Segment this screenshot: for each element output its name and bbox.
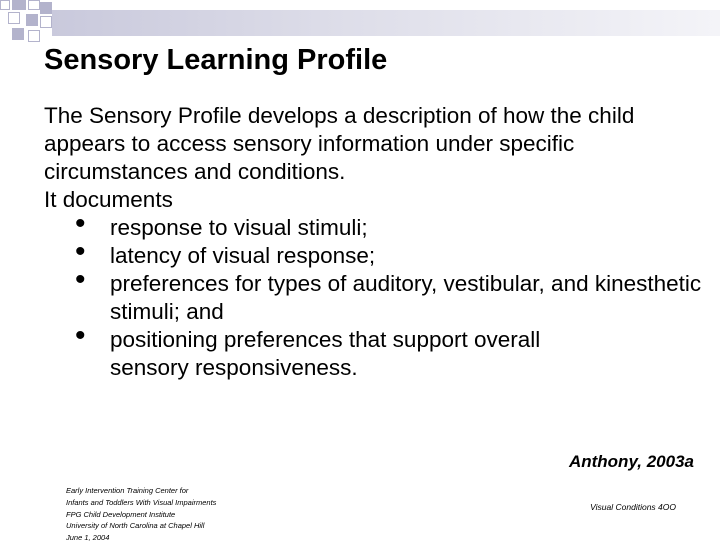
- list-item: [44, 263, 704, 326]
- slide-title: Sensory Learning Profile: [44, 44, 388, 76]
- list-item: [44, 235, 704, 270]
- citation: Anthony, 2003a: [568, 452, 694, 471]
- bullet-icon: •: [75, 207, 86, 240]
- decor-square: [28, 30, 40, 42]
- footer-institution: [66, 485, 216, 544]
- footer-line: Early Intervention Training Center for: [66, 486, 189, 495]
- bullet-icon: •: [75, 263, 86, 296]
- decor-square: [12, 28, 24, 40]
- bullet-text: response to visual stimuli;: [110, 215, 368, 240]
- footer-line: University of North Carolina at Chapel Hill: [66, 521, 205, 531]
- header-gradient-bar: [52, 10, 720, 36]
- list-item: [44, 319, 704, 382]
- decor-square: [12, 0, 26, 10]
- decor-square: [26, 14, 38, 26]
- slide-body: [44, 102, 704, 382]
- decor-square: [0, 0, 10, 10]
- footer-line: FPG Child Development Institute: [66, 509, 176, 519]
- bullet-icon: •: [75, 319, 86, 352]
- decor-square: [8, 12, 20, 24]
- decor-square: [40, 2, 52, 14]
- decor-square: [40, 16, 52, 28]
- header-decoration: [0, 0, 720, 46]
- footer-line: June 1, 2004: [66, 533, 110, 543]
- bullet-list: [44, 207, 704, 382]
- bullet-text: positioning preferences that support overall sensory responsiveness.: [110, 327, 541, 380]
- footer-slide-label: Visual Conditions 4OO: [590, 502, 676, 512]
- lead-text: It documents: [44, 187, 173, 212]
- list-item: [44, 207, 704, 242]
- bullet-text: preferences for types of auditory, vestibular, and kinesthetic stimuli; and: [110, 271, 702, 324]
- intro-paragraph: The Sensory Profile develops a description of how the child appears to access sensory information under specific circumstances and conditions.: [44, 103, 635, 184]
- footer-line: Infants and Toddlers With Visual Impairments: [66, 497, 217, 507]
- bullet-icon: •: [75, 235, 86, 268]
- bullet-text: latency of visual response;: [110, 243, 376, 268]
- decor-square: [28, 0, 40, 10]
